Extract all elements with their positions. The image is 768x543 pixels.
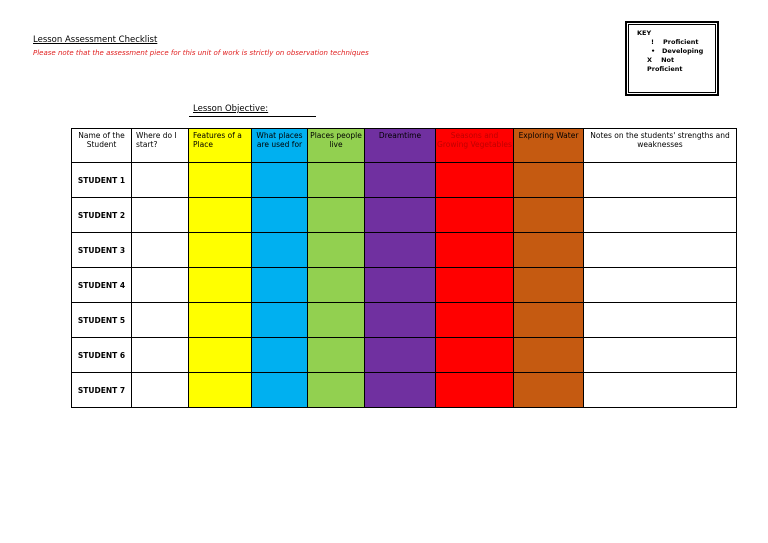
lesson-objective (189, 104, 316, 117)
assessment-cell[interactable] (584, 163, 737, 198)
assessment-cell[interactable] (584, 233, 737, 268)
table-row (72, 338, 737, 373)
student-name: STUDENT 3 (72, 233, 132, 268)
table-row (72, 198, 737, 233)
student-name: STUDENT 4 (72, 268, 132, 303)
table-row (72, 373, 737, 408)
assessment-cell[interactable] (514, 163, 584, 198)
key-heading: KEY (637, 29, 652, 37)
assessment-cell[interactable] (436, 198, 514, 233)
assessment-cell[interactable] (132, 338, 189, 373)
lesson-objective-label: Lesson Objective: (193, 104, 269, 114)
assessment-cell[interactable] (514, 338, 584, 373)
assessment-table (71, 128, 737, 408)
student-rows (72, 163, 737, 408)
assessment-cell[interactable] (252, 373, 308, 408)
assessment-cell[interactable] (132, 303, 189, 338)
assessment-cell[interactable] (189, 303, 252, 338)
header-row (72, 129, 737, 163)
assessment-cell[interactable] (132, 198, 189, 233)
assessment-cell[interactable] (252, 268, 308, 303)
assessment-cell[interactable] (584, 268, 737, 303)
student-name: STUDENT 1 (72, 163, 132, 198)
assessment-cell[interactable] (132, 268, 189, 303)
assessment-cell[interactable] (584, 373, 737, 408)
assessment-note: Please note that the assessment piece for this unit of work is strictly on observation techniques (33, 49, 369, 57)
assessment-cell[interactable] (189, 268, 252, 303)
assessment-cell[interactable] (584, 303, 737, 338)
table-row (72, 268, 737, 303)
key-symbol-proficient: ! (651, 38, 654, 46)
assessment-cell[interactable] (308, 268, 365, 303)
key-box (625, 21, 719, 96)
assessment-cell[interactable] (252, 163, 308, 198)
col-header-notes: Notes on the students' strengths and weaknesses (584, 129, 737, 163)
assessment-cell[interactable] (189, 338, 252, 373)
key-label-proficient: Proficient (663, 38, 699, 46)
col-header-dreamtime: Dreamtime (365, 129, 436, 163)
assessment-cell[interactable] (365, 233, 436, 268)
key-symbol-developing: • (651, 47, 656, 55)
assessment-cell[interactable] (365, 198, 436, 233)
assessment-cell[interactable] (584, 338, 737, 373)
col-header-seasons: Seasons and Growing Vegetables (436, 129, 514, 163)
assessment-cell[interactable] (252, 338, 308, 373)
assessment-cell[interactable] (252, 303, 308, 338)
page-title: Lesson Assessment Checklist (33, 35, 158, 45)
assessment-cell[interactable] (436, 303, 514, 338)
assessment-cell[interactable] (189, 233, 252, 268)
assessment-cell[interactable] (436, 163, 514, 198)
assessment-cell[interactable] (365, 303, 436, 338)
assessment-cell[interactable] (308, 233, 365, 268)
assessment-cell[interactable] (132, 373, 189, 408)
assessment-cell[interactable] (365, 163, 436, 198)
assessment-cell[interactable] (308, 163, 365, 198)
table-row (72, 163, 737, 198)
col-header-where-start: Where do I start? (132, 129, 189, 163)
key-label-developing: Developing (661, 47, 704, 55)
assessment-cell[interactable] (308, 338, 365, 373)
assessment-cell[interactable] (252, 233, 308, 268)
assessment-cell[interactable] (308, 198, 365, 233)
assessment-cell[interactable] (132, 233, 189, 268)
col-header-features: Features of a Place (189, 129, 252, 163)
assessment-cell[interactable] (584, 198, 737, 233)
student-name: STUDENT 5 (72, 303, 132, 338)
col-header-places-used: What places are used for (252, 129, 308, 163)
assessment-cell[interactable] (436, 233, 514, 268)
assessment-cell[interactable] (514, 198, 584, 233)
student-name: STUDENT 6 (72, 338, 132, 373)
assessment-cell[interactable] (436, 338, 514, 373)
col-header-water: Exploring Water (514, 129, 584, 163)
assessment-cell[interactable] (514, 373, 584, 408)
key-label-not-proficient: Not Proficient (647, 56, 683, 73)
assessment-cell[interactable] (308, 303, 365, 338)
assessment-cell[interactable] (365, 373, 436, 408)
assessment-cell[interactable] (436, 268, 514, 303)
assessment-cell[interactable] (189, 163, 252, 198)
assessment-cell[interactable] (514, 233, 584, 268)
assessment-cell[interactable] (252, 198, 308, 233)
col-header-name: Name of the Student (72, 129, 132, 163)
assessment-cell[interactable] (514, 268, 584, 303)
assessment-cell[interactable] (189, 198, 252, 233)
table-row (72, 303, 737, 338)
assessment-cell[interactable] (132, 163, 189, 198)
key-symbol-not-proficient: X (647, 56, 653, 64)
student-name: STUDENT 7 (72, 373, 132, 408)
assessment-cell[interactable] (514, 303, 584, 338)
table-row (72, 233, 737, 268)
col-header-places-live: Places people live (308, 129, 365, 163)
assessment-cell[interactable] (365, 268, 436, 303)
assessment-cell[interactable] (365, 338, 436, 373)
student-name: STUDENT 2 (72, 198, 132, 233)
assessment-cell[interactable] (189, 373, 252, 408)
assessment-cell[interactable] (308, 373, 365, 408)
assessment-cell[interactable] (436, 373, 514, 408)
